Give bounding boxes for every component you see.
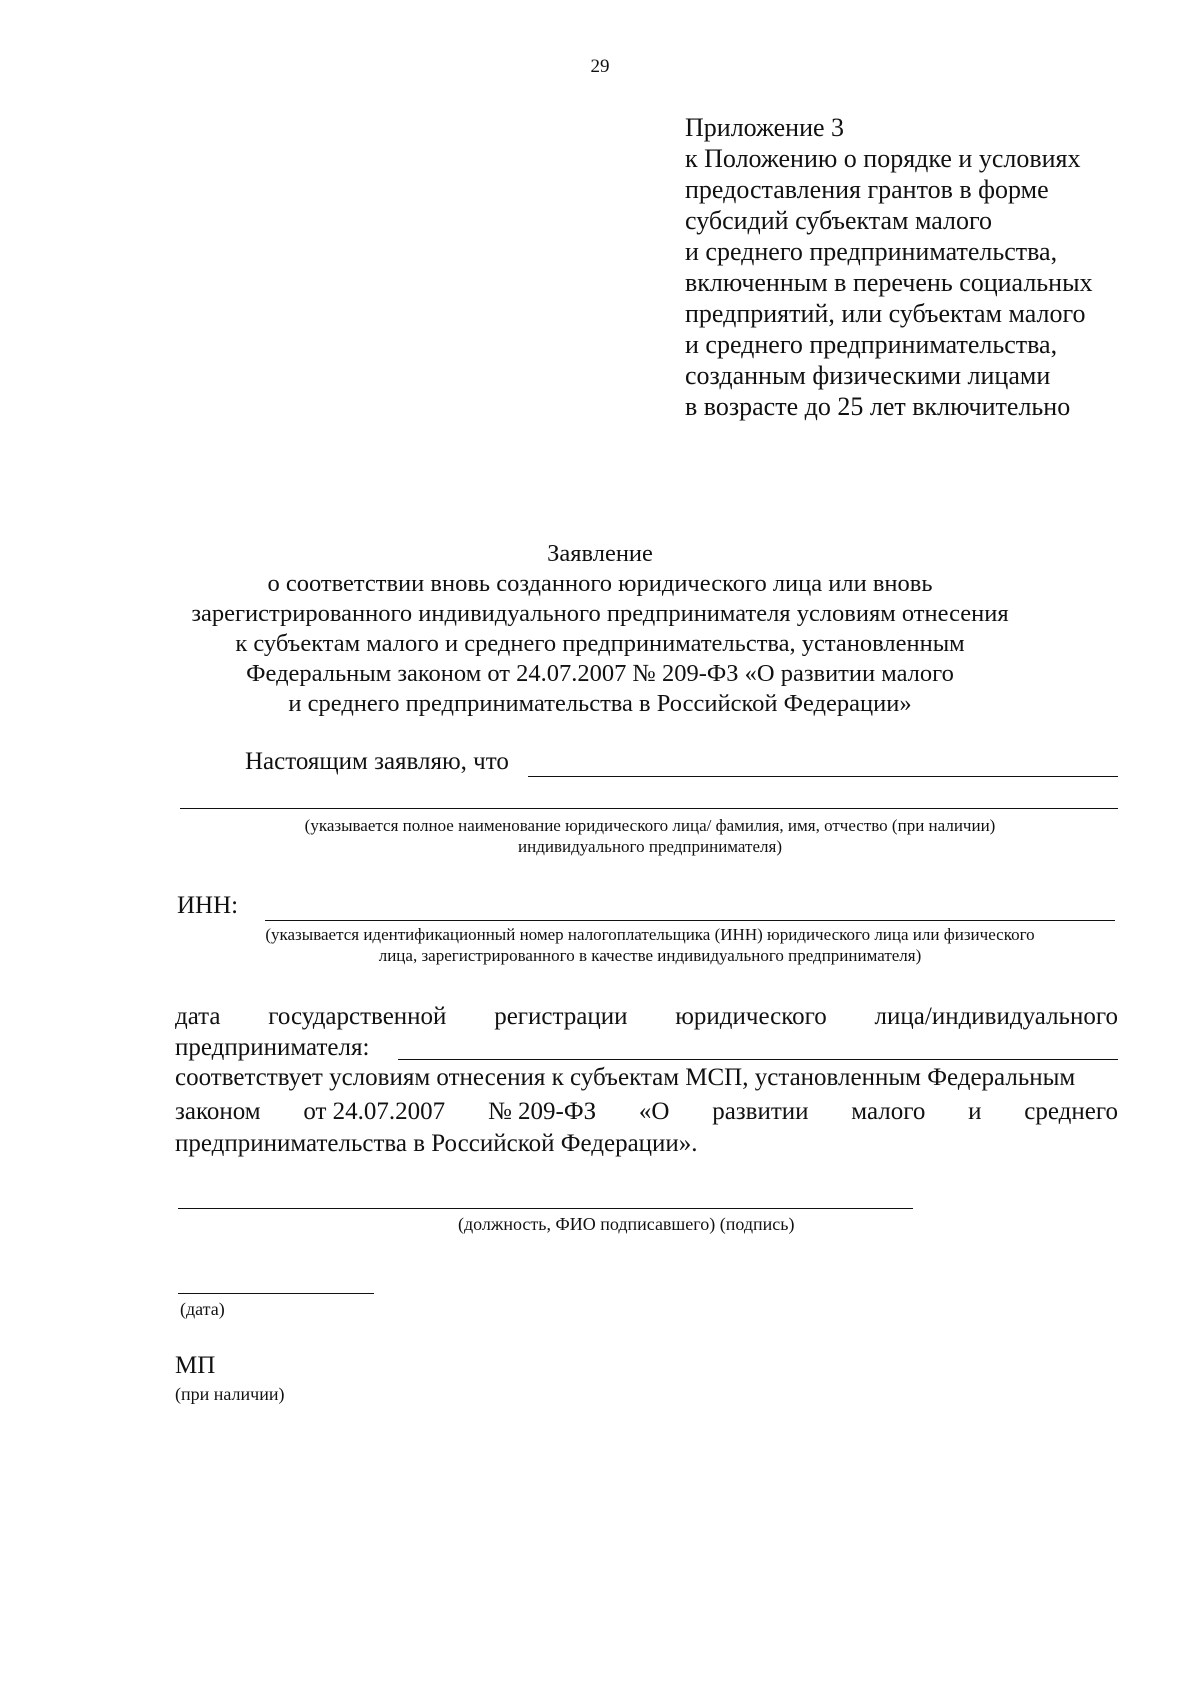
appendix-header bbox=[685, 112, 1093, 422]
registration-word: государственной bbox=[268, 1003, 447, 1030]
compliance-line: предпринимательства в Российской Федерации». bbox=[175, 1130, 698, 1157]
appendix-line: предприятий, или субъектам малого bbox=[685, 299, 1086, 328]
compliance-word: № 209-ФЗ bbox=[487, 1098, 597, 1125]
appendix-line: включенным в перечень социальных bbox=[685, 268, 1093, 297]
signature-input-line[interactable] bbox=[178, 1208, 913, 1209]
compliance-word: среднего bbox=[1024, 1098, 1118, 1125]
inn-input-line[interactable] bbox=[265, 920, 1115, 921]
compliance-word: развитии bbox=[712, 1098, 809, 1125]
page-number: 29 bbox=[590, 56, 610, 77]
date-input-line[interactable] bbox=[178, 1293, 374, 1294]
compliance-word: «О bbox=[638, 1098, 670, 1125]
appendix-line: Приложение 3 bbox=[685, 113, 845, 142]
appendix-line: предоставления грантов в форме bbox=[685, 175, 1049, 204]
declaration-hint-line: индивидуального предпринимателя) bbox=[518, 837, 782, 856]
title-line: о соответствии вновь созданного юридического лица или вновь bbox=[267, 570, 933, 597]
appendix-line: созданным физическими лицами bbox=[685, 361, 1051, 390]
appendix-line: и среднего предпринимательства, bbox=[685, 237, 1058, 266]
registration-word: регистрации bbox=[494, 1003, 628, 1030]
title-line: зарегистрированного индивидуального предпринимателя условиям отнесения bbox=[191, 600, 1009, 627]
inn-label: ИНН: bbox=[177, 892, 239, 919]
inn-hint bbox=[170, 924, 1130, 966]
signature-caption: (должность, ФИО подписавшего) (подпись) bbox=[458, 1214, 795, 1234]
title-line: и среднего предпринимательства в Российской Федерации» bbox=[288, 690, 912, 717]
compliance-word: и bbox=[968, 1098, 982, 1125]
stamp-caption: (при наличии) bbox=[175, 1384, 285, 1404]
registration-label-line1 bbox=[175, 1003, 1118, 1031]
title-heading: Заявление bbox=[547, 540, 653, 567]
stamp-label: МП bbox=[175, 1352, 216, 1379]
declaration-hint bbox=[170, 815, 1130, 857]
declaration-hint-line: (указывается полное наименование юридического лица/ фамилия, имя, отчество (при наличии) bbox=[304, 816, 996, 835]
inn-hint-line: лица, зарегистрированного в качестве индивидуального предпринимателя) bbox=[378, 946, 922, 965]
compliance-word: малого bbox=[851, 1098, 926, 1125]
appendix-line: и среднего предпринимательства, bbox=[685, 330, 1058, 359]
registration-word: лица/индивидуального bbox=[874, 1003, 1118, 1030]
compliance-word: от 24.07.2007 bbox=[303, 1098, 446, 1125]
inn-hint-line: (указывается идентификационный номер налогоплательщика (ИНН) юридического лица или физического bbox=[265, 925, 1035, 944]
declaration-input-line-2[interactable] bbox=[180, 808, 1118, 809]
registration-word: юридического bbox=[675, 1003, 827, 1030]
declaration-label: Настоящим заявляю, что bbox=[245, 748, 509, 775]
declaration-input-line[interactable] bbox=[528, 776, 1118, 777]
registration-label-line2: предпринимателя: bbox=[175, 1034, 370, 1061]
title-line: к субъектам малого и среднего предпринимательства, установленным bbox=[235, 630, 965, 657]
appendix-line: субсидий субъектам малого bbox=[685, 206, 993, 235]
date-caption: (дата) bbox=[180, 1299, 225, 1319]
appendix-line: в возрасте до 25 лет включительно bbox=[685, 392, 1071, 421]
registration-word: дата bbox=[175, 1003, 221, 1030]
appendix-line: к Положению о порядке и условиях bbox=[685, 144, 1081, 173]
registration-date-input-line[interactable] bbox=[398, 1059, 1118, 1060]
compliance-word: законом bbox=[175, 1098, 261, 1125]
title-line: Федеральным законом от 24.07.2007 № 209-ФЗ «О развитии малого bbox=[246, 660, 954, 687]
compliance-line: соответствует условиям отнесения к субъектам МСП, установленным Федеральным bbox=[175, 1064, 1076, 1091]
document-title bbox=[140, 539, 1060, 719]
compliance-line-justified bbox=[175, 1098, 1118, 1126]
